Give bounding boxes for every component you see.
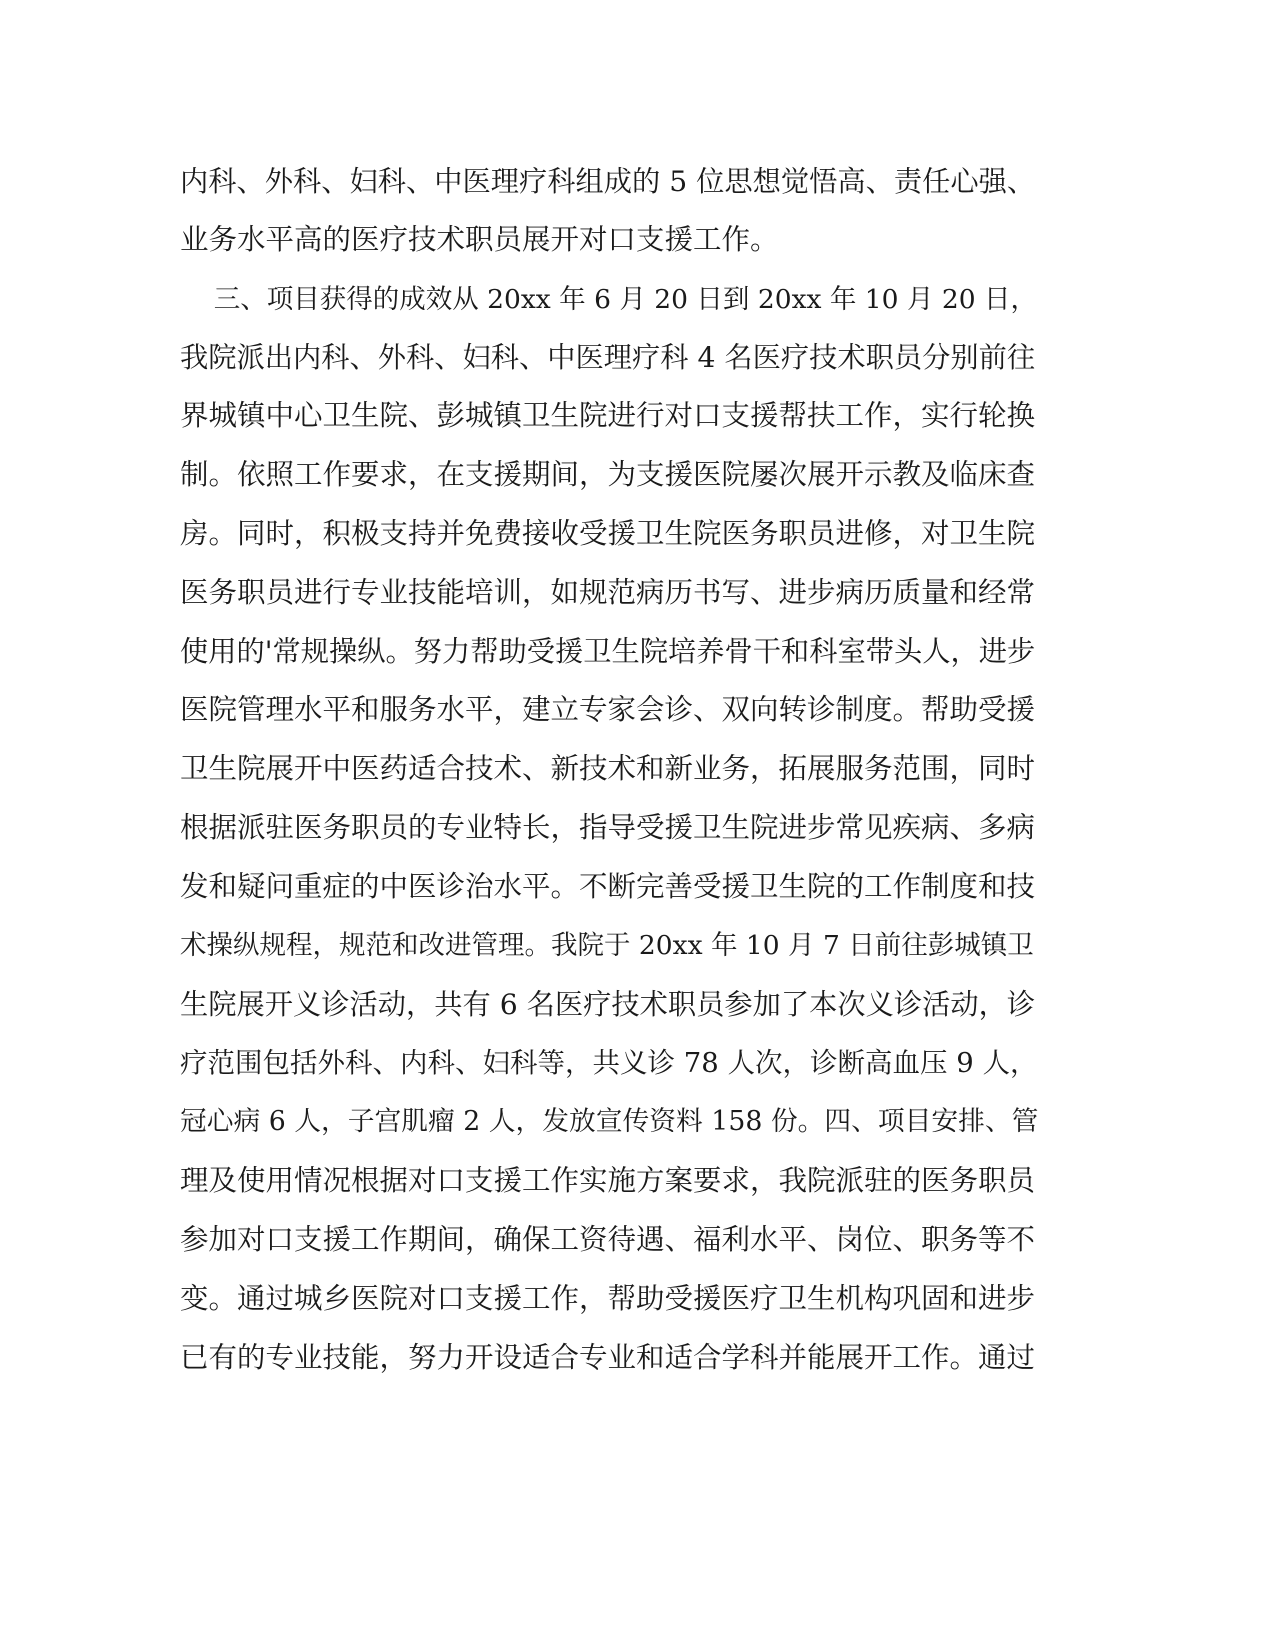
text-line: 医院管理水平和服务水平，建立专家会诊、双向转诊制度。帮助受援 — [180, 693, 1036, 726]
text-line: 发和疑问重症的中医诊治水平。不断完善受援卫生院的工作制度和技 — [180, 870, 1036, 903]
text-line: 理及使用情况根据对口支援工作实施方案要求，我院派驻的医务职员 — [180, 1164, 1036, 1197]
text-line: 卫生院展开中医药适合技术、新技术和新业务，拓展服务范围，同时 — [180, 752, 1036, 785]
text-line: 术操纵规程，规范和改进管理。我院于 20xx 年 10 月 7 日前往彭城镇卫 — [180, 930, 1034, 961]
text-line: 生院展开义诊活动，共有 6 名医疗技术职员参加了本次义诊活动，诊 — [180, 988, 1036, 1021]
text-line: 冠心病 6 人，子宫肌瘤 2 人，发放宣传资料 158 份。四、项目安排、管 — [180, 1106, 1039, 1137]
text-line: 已有的专业技能，努力开设适合专业和适合学科并能展开工作。通过 — [180, 1341, 1036, 1374]
text-line: 我院派出内科、外科、妇科、中医理疗科 4 名医疗技术职员分别前往 — [180, 341, 1036, 374]
text-line: 参加对口支援工作期间，确保工资待遇、福利水平、岗位、职务等不 — [180, 1223, 1036, 1256]
text-line: 房。同时，积极支持并免费接收受援卫生院医务职员进修，对卫生院 — [180, 517, 1036, 550]
text-line: 业务水平高的医疗技术职员展开对口支援工作。 — [180, 223, 779, 256]
text-line: 界城镇中心卫生院、彭城镇卫生院进行对口支援帮扶工作，实行轮换 — [180, 399, 1036, 432]
text-line: 医务职员进行专业技能培训，如规范病历书写、进步病历质量和经常 — [180, 576, 1036, 609]
paragraph-start-line: 三、项目获得的成效从 20xx 年 6 月 20 日到 20xx 年 10 月 20 日， — [180, 284, 1038, 315]
text-line: 根据派驻医务职员的专业特长，指导受援卫生院进步常见疾病、多病 — [180, 811, 1036, 844]
text-line: 变。通过城乡医院对口支援工作，帮助受援医疗卫生机构巩固和进步 — [180, 1282, 1036, 1315]
text-line: 使用的'常规操纵。努力帮助受援卫生院培养骨干和科室带头人，进步 — [180, 635, 1036, 668]
text-line: 内科、外科、妇科、中医理疗科组成的 5 位思想觉悟高、责任心强、 — [180, 165, 1036, 198]
text-line: 制。依照工作要求，在支援期间，为支援医院屡次展开示教及临床查 — [180, 458, 1036, 491]
text-line: 疗范围包括外科、内科、妇科等，共义诊 78 人次，诊断高血压 9 人， — [180, 1047, 1038, 1079]
